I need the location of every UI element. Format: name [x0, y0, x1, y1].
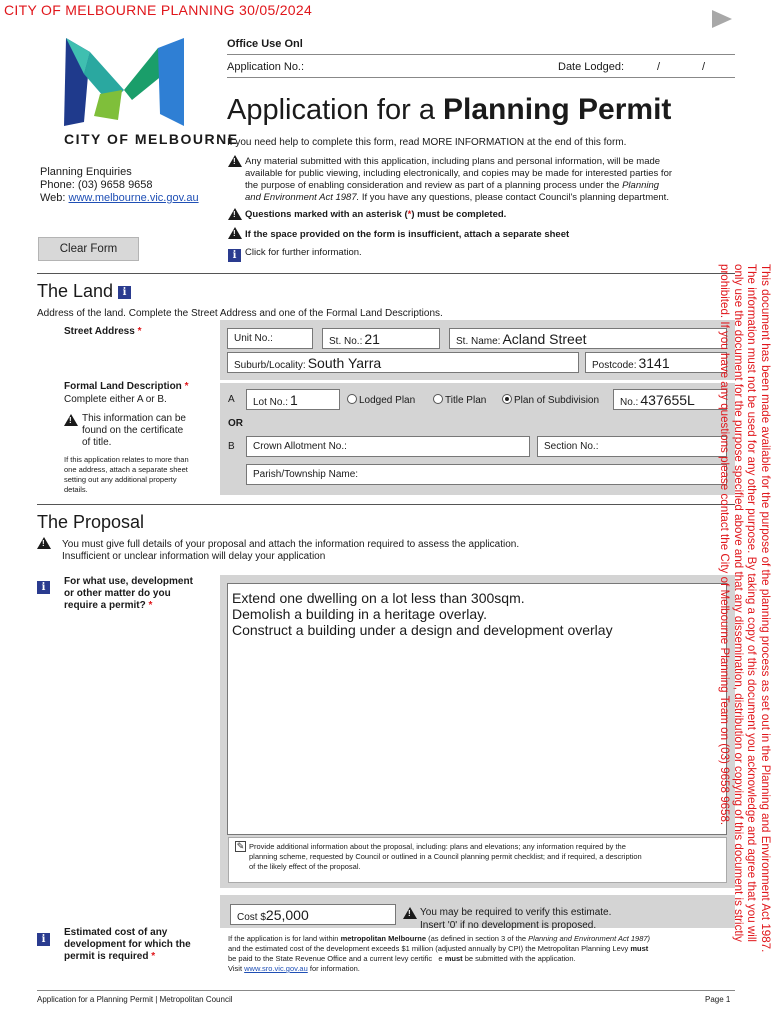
note-line: of title.	[82, 437, 112, 448]
section-divider	[37, 504, 735, 505]
field-label: Cost $	[237, 912, 266, 923]
suburb-field[interactable]	[227, 352, 579, 373]
land-description: Address of the land. Complete the Street Address and one of the Formal Land Descriptions.	[37, 308, 443, 319]
note-line: one address, attach a separate sheet	[64, 465, 188, 474]
notice-text: ) must be completed.	[411, 209, 507, 220]
levy-text: and the estimated cost of the development exceeds $1 million (adjusted annually by CPI) the Metropolitan Planning Levy	[228, 944, 629, 953]
note-line: details.	[64, 485, 88, 494]
logo-wordmark: CITY OF MELBOURNE	[64, 131, 239, 147]
warning-icon	[228, 154, 242, 172]
disclaimer-line: only use the document for the purpose specified above and that any dissemination, distribution or copying of this document is strictly	[731, 264, 745, 942]
act-name: and Environment Act 1987.	[245, 192, 360, 203]
postcode-field[interactable]	[585, 352, 727, 373]
field-label: St. No.:	[329, 336, 363, 347]
certificate-note	[82, 413, 186, 449]
radio-button[interactable]	[433, 394, 443, 404]
council-website-link[interactable]: www.melbourne.vic.gov.au	[68, 192, 199, 204]
notice-line: available for public viewing, including electronically, and copies may be made for interested parties for	[245, 168, 673, 179]
notice-line	[245, 180, 715, 192]
disclaimer-line: The information must not be used for any other purpose. By taking a copy of this document you acknowledge and agree that you will	[745, 264, 759, 942]
radio-plan-of-subdivision[interactable]	[502, 394, 599, 407]
field-value: 3141	[638, 355, 670, 371]
radio-button-selected[interactable]	[502, 394, 512, 404]
field-label: Parish/Township Name:	[253, 469, 359, 480]
enquiries-phone: Phone: (03) 9658 9658	[40, 179, 153, 191]
levy-text: Visit	[228, 964, 243, 973]
copyright-disclaimer	[710, 264, 772, 1004]
footer-divider	[37, 990, 735, 991]
disclaimer-text	[718, 264, 772, 1004]
note-line: If this application relates to more than	[64, 455, 189, 464]
warning-icon	[403, 906, 417, 924]
proposal-warning	[62, 539, 519, 563]
notice-italic: Planning	[622, 180, 660, 191]
radio-button[interactable]	[347, 394, 357, 404]
title-main: Planning Permit	[443, 93, 672, 126]
field-value: Acland Street	[502, 331, 587, 347]
planning-stamp: CITY OF MELBOURNE PLANNING 30/05/2024	[4, 2, 313, 18]
field-value: 1	[290, 392, 298, 408]
levy-line	[228, 934, 728, 944]
page-number: Page 1	[705, 995, 731, 1004]
web-label: Web:	[40, 192, 66, 204]
label-text: Formal Land Description	[64, 381, 182, 392]
section-title-text: The Land	[37, 281, 114, 301]
question-line: permit is required *	[64, 951, 156, 962]
info-icon[interactable]: i	[228, 245, 241, 263]
question-line: Estimated cost of any	[64, 927, 168, 938]
logo-mid-piece	[94, 90, 122, 120]
field-label: St. Name:	[456, 336, 501, 347]
public-viewing-notice	[245, 156, 715, 204]
lot-no-field[interactable]	[246, 389, 340, 410]
field-label: Postcode:	[592, 360, 637, 371]
field-value: 437655L	[640, 392, 695, 408]
question-text: permit is required	[64, 951, 149, 962]
field-value: South Yarra	[307, 355, 382, 371]
clear-form-button[interactable]: Clear Form	[38, 237, 139, 261]
levy-text: e	[438, 954, 443, 963]
street-no-field[interactable]	[322, 328, 440, 349]
further-info-notice: Click for further information.	[245, 247, 362, 258]
question-line: require a permit? *	[64, 600, 153, 611]
levy-text: (as defined in section 3 of the	[428, 934, 527, 943]
warning-icon	[64, 413, 78, 431]
option-b-label: B	[228, 441, 235, 452]
section-divider	[37, 273, 735, 274]
divider	[227, 54, 735, 55]
unit-no-field[interactable]	[227, 328, 313, 349]
question-line: development for which the	[64, 939, 191, 950]
notice-text: Questions marked with an asterisk (	[245, 209, 408, 220]
proposal-line: Construct a building under a design and development overlay	[232, 622, 613, 638]
note-line: planning scheme, requested by Council or outlined in a Council planning permit checklist; and if required, a description	[249, 852, 642, 861]
question-line: For what use, development	[64, 576, 193, 587]
planning-enquiries	[40, 166, 199, 205]
application-no-label: Application No.:	[227, 61, 305, 73]
notice-text: the purpose of enabling consideration and review as part of a planning process under the	[245, 180, 620, 191]
street-address-label: Street Address *	[64, 326, 142, 337]
field-label: Lot No.:	[253, 397, 289, 408]
field-label: Unit No.:	[234, 333, 273, 344]
pencil-icon: ✎	[236, 841, 245, 851]
radio-label: Title Plan	[445, 395, 487, 406]
logo-right-bar	[158, 38, 184, 126]
levy-italic: Planning and Environment Act 1987)	[528, 934, 651, 943]
radio-title-plan[interactable]	[433, 394, 486, 407]
logo-right-diagonal	[124, 48, 164, 100]
enquiries-heading: Planning Enquiries	[40, 166, 132, 178]
warning-icon	[37, 536, 51, 554]
option-a-label: A	[228, 394, 235, 405]
sro-link[interactable]: www.sro.vic.gov.au	[244, 964, 308, 973]
formal-land-sub: Complete either A or B.	[64, 394, 167, 405]
asterisk: *	[407, 209, 412, 220]
field-label: Section No.:	[544, 441, 599, 452]
warning-icon	[228, 226, 242, 244]
date-separator: /	[702, 61, 706, 73]
page-title	[227, 93, 671, 127]
notice-line: Any material submitted with this application, including plans and personal information, will be made	[245, 156, 661, 167]
multi-address-note	[64, 455, 220, 495]
radio-lodged-plan[interactable]	[347, 394, 415, 407]
levy-line	[228, 944, 728, 954]
enquiries-web	[40, 192, 199, 205]
note-line: of the likely effect of the proposal.	[249, 862, 361, 871]
radio-label: Lodged Plan	[359, 395, 416, 406]
note-line: found on the certificate	[82, 425, 184, 436]
field-value: 25,000	[265, 907, 309, 923]
info-icon[interactable]: i	[37, 577, 50, 595]
question-line: or other matter do you	[64, 588, 171, 599]
cost-field[interactable]	[230, 904, 396, 925]
warning-line: You must give full details of your proposal and attach the information required to assess the application.	[62, 539, 520, 550]
levy-note	[228, 934, 728, 974]
levy-text: be submitted with the application.	[464, 954, 576, 963]
note-line: Provide additional information about the proposal, including: plans and elevations; any information required by the	[249, 842, 626, 851]
intro-text: If you need help to complete this form, read MORE INFORMATION at the end of this form.	[227, 137, 627, 148]
note-line: setting out any additional property	[64, 475, 177, 484]
footer-title: Application for a Planning Permit | Metropolitan Council	[37, 995, 233, 1004]
title-prefix: Application for a	[227, 94, 435, 126]
insufficient-space-notice: If the space provided on the form is insufficient, attach a separate sheet	[245, 229, 570, 240]
use-question	[64, 576, 193, 612]
levy-line	[228, 954, 728, 964]
proposal-line: Extend one dwelling on a lot less than 300sqm.	[232, 590, 525, 606]
field-label: No.:	[620, 397, 639, 408]
levy-bold: must	[630, 944, 649, 953]
parish-field[interactable]	[246, 464, 727, 485]
proposal-line: Demolish a building in a heritage overlay.	[232, 606, 487, 622]
levy-text: for information.	[309, 964, 360, 973]
levy-bold: must	[444, 954, 463, 963]
verify-note	[420, 906, 611, 932]
next-page-arrow-icon[interactable]	[712, 10, 732, 28]
office-use-label: Office Use Onl	[227, 38, 303, 50]
field-value: 21	[364, 331, 380, 347]
asterisk-notice	[245, 209, 506, 221]
proposal-section-title: The Proposal	[37, 512, 145, 532]
land-section-title	[37, 281, 131, 302]
disclaimer-line: This document has been made available for the purpose of the planning process as set out in the Planning and Environment Act 1987.	[759, 264, 772, 953]
levy-line	[228, 964, 728, 974]
warning-line: Insufficient or unclear information will delay your application	[62, 551, 326, 562]
label-text: Street Address	[64, 326, 135, 337]
date-lodged-label: Date Lodged:	[558, 61, 625, 73]
levy-bold: metropolitan Melbourne	[340, 934, 426, 943]
date-separator: /	[657, 61, 661, 73]
proposal-use-textarea[interactable]	[227, 583, 727, 835]
note-line: Insert '0' if no development is proposed.	[420, 920, 597, 931]
field-label: Suburb/Locality:	[234, 360, 306, 371]
levy-text: If the application is for land within	[228, 934, 339, 943]
cost-question	[64, 927, 191, 963]
question-text: require a permit?	[64, 600, 146, 611]
levy-text: be paid to the State Revenue Office and a current levy certific	[228, 954, 433, 963]
section-no-field[interactable]	[537, 436, 727, 457]
notice-line	[245, 192, 715, 204]
note-line: This information can be	[82, 413, 186, 424]
info-icon[interactable]: i	[118, 286, 131, 299]
street-name-field[interactable]	[449, 328, 727, 349]
radio-label: Plan of Subdivision	[514, 395, 600, 406]
formal-land-label: Formal Land Description *	[64, 381, 189, 392]
divider	[227, 77, 735, 78]
note-line: You may be required to verify this estimate.	[420, 907, 612, 918]
info-icon[interactable]: i	[37, 929, 50, 947]
city-of-melbourne-logo	[60, 34, 190, 130]
notice-text: If you have any questions, please contact Council's planning department.	[361, 192, 669, 203]
disclaimer-line: prohibited. If you have any questions please contact the City of Melbourne Planning Team on (03) 9658 9658.	[718, 264, 732, 826]
additional-info-note	[228, 837, 727, 883]
crown-allotment-field[interactable]	[246, 436, 530, 457]
warning-icon	[228, 207, 242, 225]
field-label: Crown Allotment No.:	[253, 441, 347, 452]
or-label: OR	[228, 418, 243, 429]
